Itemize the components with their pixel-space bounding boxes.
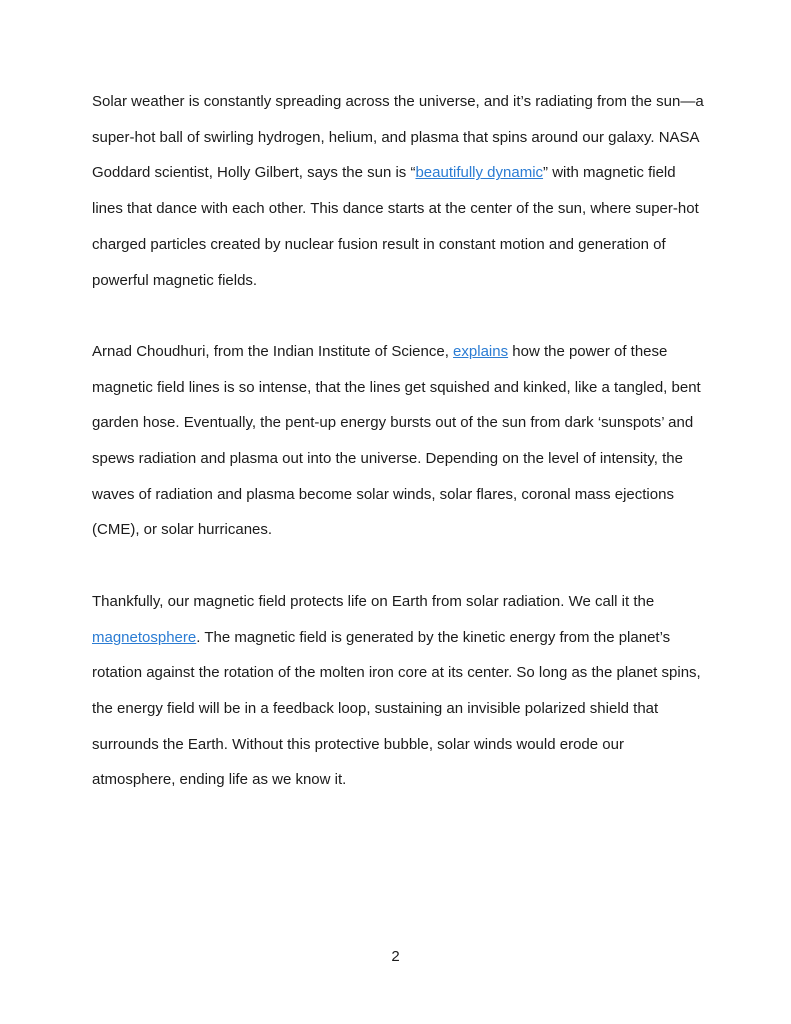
text-run: how the power of these magnetic field lines is so intense, that the lines get squished and kinked, like a tangled, bent garden hose. Eventually, the pent-up energy bursts out of the sun from dark ‘sunspots’ and spews radiation and plasma out into the universe. Depending on the level of intensity, the waves of radiation and plasma become solar winds, solar flares, coronal mass ejections (CME), or solar hurricanes. [92, 342, 701, 539]
text-run: . The magnetic field is generated by the kinetic energy from the planet’s rotation against the rotation of the molten iron core at its center. So long as the planet spins, the energy field will be in a feedback loop, sustaining an invisible polarized shield that surrounds the Earth. Without this protective bubble, solar winds would erode our atmosphere, ending life as we know it. [92, 628, 701, 789]
text-run: Arnad Choudhuri, from the Indian Institute of Science, [92, 342, 454, 360]
text-run: Thankfully, our magnetic field protects life on Earth from solar radiation. We call it the [92, 592, 655, 610]
text-run: ” with magnetic field lines that dance with each other. This dance starts at the center of the sun, where super-hot charged particles created by nuclear fusion result in constant motion and generation of powerful magnetic fields. [92, 164, 699, 289]
paragraph [92, 84, 706, 298]
document-body [92, 84, 706, 834]
page-number: 2 [391, 948, 400, 965]
paragraph [92, 334, 706, 548]
text-run: Solar weather is constantly spreading across the universe, and it’s radiating from the sun—a super-hot ball of swirling hydrogen, helium, and plasma that spins around our galaxy. NASA Goddard scientist, Holly Gilbert, says the sun is “ [92, 93, 704, 182]
link-explains[interactable]: explains [453, 342, 509, 360]
paragraph [92, 584, 706, 798]
link-beautifully-dynamic[interactable]: beautifully dynamic [415, 164, 544, 182]
link-magnetosphere[interactable]: magnetosphere [92, 628, 197, 646]
